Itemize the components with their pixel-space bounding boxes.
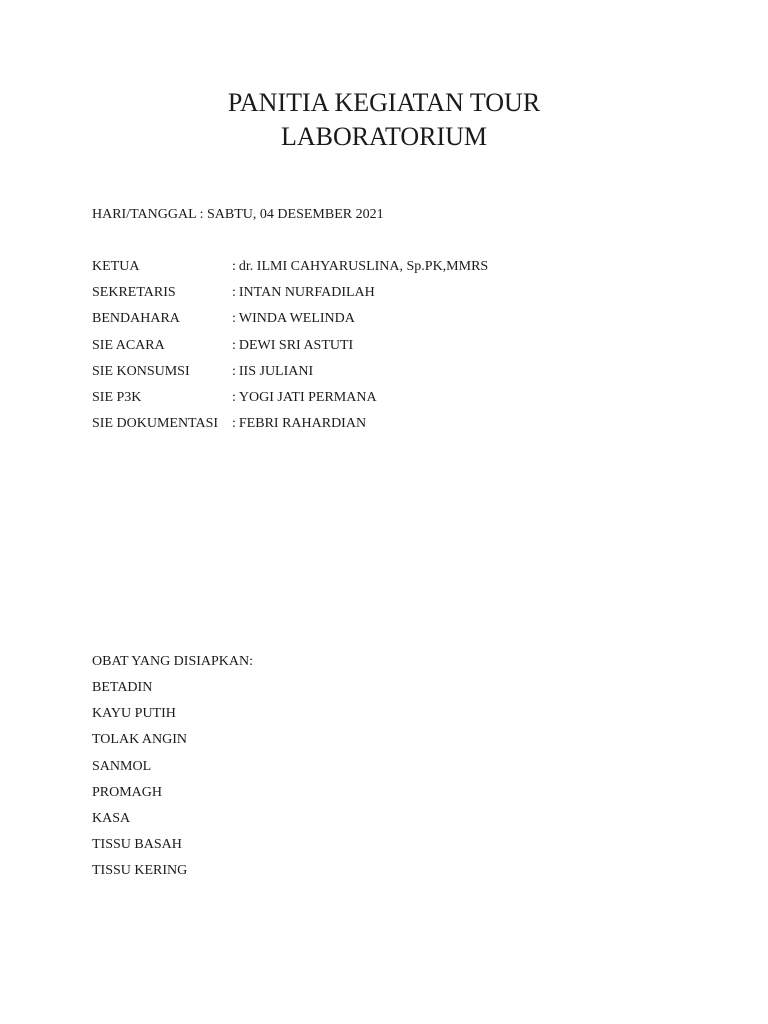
committee-role: BENDAHARA [92, 311, 180, 327]
title-line-1: PANITIA KEGIATAN TOUR [227, 88, 541, 117]
committee-role: SIE KONSUMSI [92, 363, 190, 379]
medicine-item: SANMOL [92, 758, 152, 774]
document-title [0, 86, 768, 154]
committee-row: KETUA : dr. ILMI CAHYARUSLINA, Sp.PK,MMRS [92, 259, 489, 274]
medicine-item: KASA [92, 810, 131, 826]
committee-role: SEKRETARIS [92, 285, 176, 301]
medicines-list [92, 679, 187, 889]
medicine-item: TOLAK ANGIN [92, 732, 188, 748]
committee-row: SIE ACARA : DEWI SRI ASTUTI [92, 337, 354, 353]
committee-row: SEKRETARIS : INTAN NURFADILAH [92, 285, 375, 301]
committee-name: DEWI SRI ASTUTI [238, 337, 354, 353]
committee-role: SIE ACARA [92, 337, 165, 353]
date-line: HARI/TANGGAL : SABTU, 04 DESEMBER 2021 [92, 207, 384, 222]
committee-name: dr. ILMI CAHYARUSLINA, Sp.PK,MMRS [238, 259, 489, 274]
medicine-item: KAYU PUTIH [92, 706, 176, 722]
date-value: SABTU, 04 DESEMBER 2021 [207, 207, 384, 222]
committee-row: SIE DOKUMENTASI : FEBRI RAHARDIAN [92, 416, 367, 432]
title-line-2: LABORATORIUM [280, 122, 488, 151]
committee-row: BENDAHARA : WINDA WELINDA [92, 311, 355, 327]
committee-role: KETUA [92, 259, 140, 274]
committee-name: IIS JULIANI [238, 363, 314, 379]
committee-role: SIE DOKUMENTASI [92, 416, 219, 432]
committee-list [92, 258, 488, 441]
medicine-item: TISSU BASAH [92, 837, 182, 853]
date-label: HARI/TANGGAL [92, 207, 197, 222]
committee-row: SIE P3K : YOGI JATI PERMANA [92, 389, 377, 405]
medicines-heading: OBAT YANG DISIAPKAN: [92, 654, 254, 669]
medicine-item: TISSU KERING [92, 863, 188, 879]
committee-name: FEBRI RAHARDIAN [238, 416, 367, 432]
committee-name: INTAN NURFADILAH [238, 285, 375, 301]
committee-name: YOGI JATI PERMANA [238, 389, 377, 405]
medicine-item: BETADIN [92, 680, 153, 695]
committee-name: WINDA WELINDA [238, 311, 355, 327]
committee-row: SIE KONSUMSI : IIS JULIANI [92, 363, 314, 379]
committee-role: SIE P3K [92, 389, 142, 405]
medicine-item: PROMAGH [92, 784, 163, 800]
